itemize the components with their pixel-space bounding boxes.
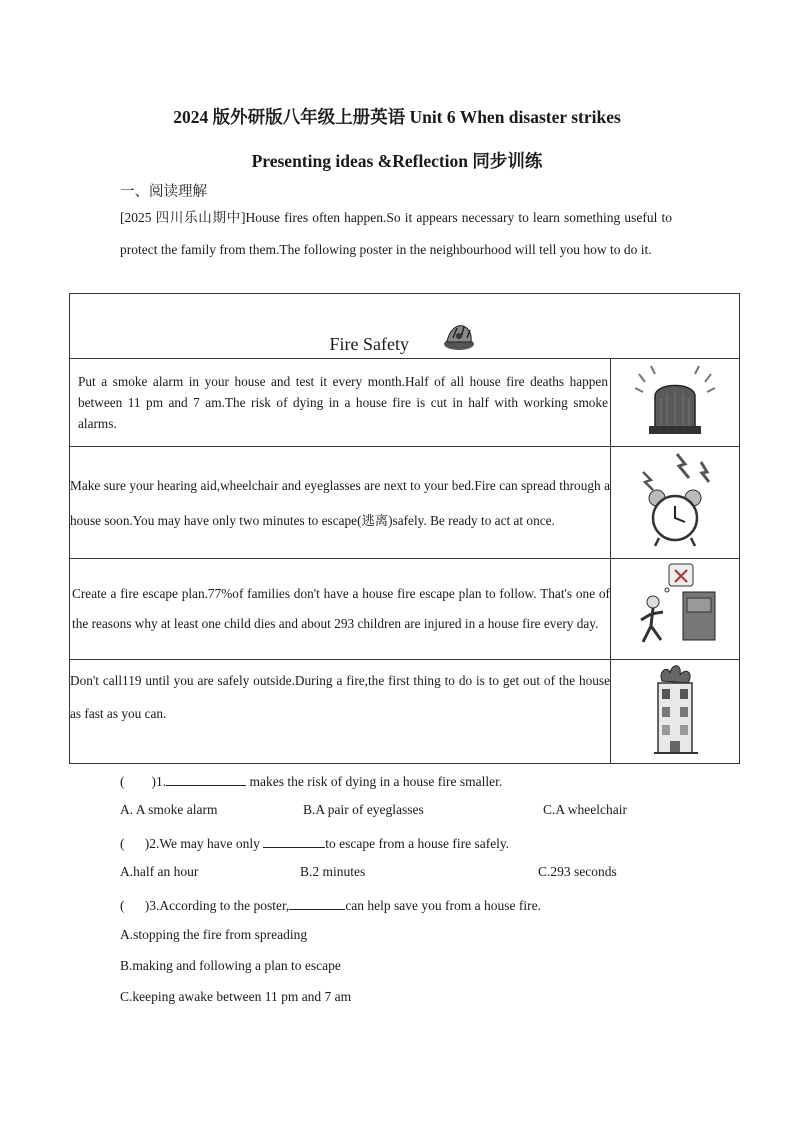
option-3c: C.keeping awake between 11 pm and 7 am xyxy=(120,989,352,1004)
burning-building-icon xyxy=(611,660,740,764)
document-title-line1: 2024 版外研版八年级上册英语 Unit 6 When disaster strikes xyxy=(173,107,621,127)
fire-extinguisher-logo-icon xyxy=(439,320,479,357)
question-2: ( )2.We may have only to escape from a house fire safely. xyxy=(120,833,509,852)
poster-row-2-text: Make sure your hearing aid,wheelchair and eyeglasses are next to your bed.Fire can spread through a house soon.You may have only two minutes to escape(逃离)safely. Be ready to act at once. xyxy=(70,447,611,559)
document-title-line2: Presenting ideas &Reflection 同步训练 xyxy=(251,151,543,171)
answer-blank[interactable] xyxy=(289,895,345,910)
section-heading: 一、阅读理解 xyxy=(120,184,207,200)
option-1c: C.A wheelchair xyxy=(543,802,627,817)
fire-safety-poster xyxy=(69,293,740,764)
poster-row-3-text: Create a fire escape plan.77%of families don't have a house fire escape plan to follow. That's one of the reasons why at least one child dies and about 293 children are injured in a house fire every day. xyxy=(70,559,611,660)
answer-paren: ( ) xyxy=(120,898,150,913)
poster-title: Fire Safety xyxy=(329,333,409,354)
answer-blank[interactable] xyxy=(263,833,325,848)
option-2a: A.half an hour xyxy=(120,864,199,879)
option-3b: B.making and following a plan to escape xyxy=(120,958,341,973)
smoke-alarm-icon xyxy=(611,359,740,447)
intro-paragraph xyxy=(120,202,672,265)
poster-row-1-text: Put a smoke alarm in your house and test it every month.Half of all house fire deaths happen between 11 pm and 7 am.The risk of dying in a house fire is cut in half with working smoke alarms. xyxy=(70,359,611,447)
answer-paren: ( ) xyxy=(120,836,150,851)
option-1a: A. A smoke alarm xyxy=(120,802,218,817)
running-child-icon xyxy=(611,559,740,660)
option-3a: A.stopping the fire from spreading xyxy=(120,927,308,942)
answer-paren: ( ) xyxy=(120,774,156,789)
poster-row-4-text: Don't call119 until you are safely outside.During a fire,the first thing to do is to get out of the house as fast as you can. xyxy=(70,660,611,764)
answer-blank[interactable] xyxy=(166,771,246,786)
option-2b: B.2 minutes xyxy=(300,864,366,879)
intro-source: [2025 四川乐山期中] xyxy=(120,210,246,225)
option-1b: B.A pair of eyeglasses xyxy=(303,802,424,817)
question-1: ( )1. makes the risk of dying in a house fire smaller. xyxy=(120,771,502,790)
intro-text: House fires often happen.So it appears necessary to learn something useful to protect the family from them.The following poster in the neighbourhood will tell you how to do it. xyxy=(120,210,672,257)
option-2c: C.293 seconds xyxy=(538,864,617,879)
alarm-clock-icon xyxy=(611,447,740,559)
poster-header xyxy=(70,294,740,359)
question-3: ( )3.According to the poster, can help save you from a house fire. xyxy=(120,895,541,914)
